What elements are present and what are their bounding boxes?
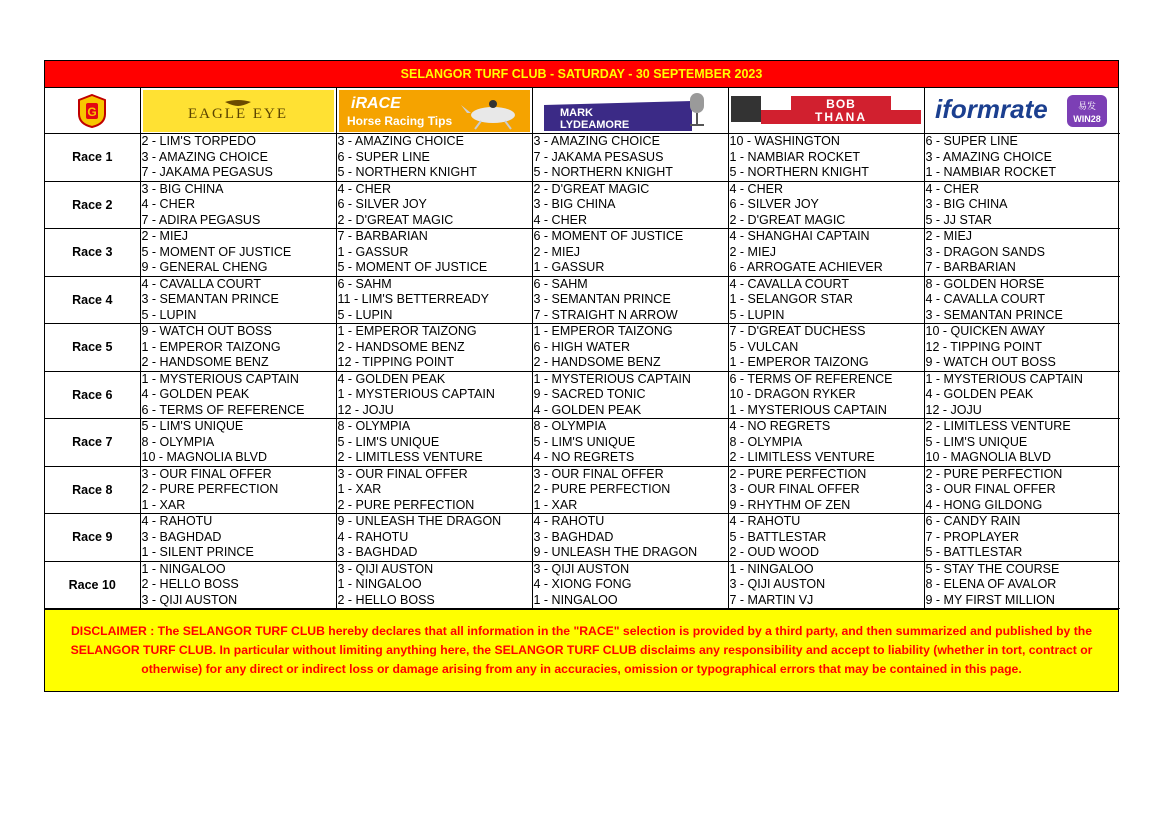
tipster-picks-cell <box>532 419 728 467</box>
tipster-picks-cell <box>140 466 336 514</box>
horse-pick: 3 - BIG CHINA <box>141 181 224 196</box>
horse-pick: 3 - BAGHDAD <box>337 545 418 559</box>
horse-pick: 3 - QIJI AUSTON <box>533 561 630 576</box>
horse-pick: 11 - LIM'S BETTERREADY <box>337 292 489 306</box>
horse-pick: 5 - BATTLESTAR <box>729 529 827 544</box>
horse-pick: 3 - AMAZING CHOICE <box>337 134 464 148</box>
horse-pick: 5 - LIM'S UNIQUE <box>141 419 244 433</box>
horse-pick: 3 - OUR FINAL OFFER <box>729 482 860 496</box>
race-label: Race 2 <box>45 181 140 229</box>
tipster-picks-cell <box>336 561 532 609</box>
horse-pick: 7 - JAKAMA PESASUS <box>533 149 664 164</box>
horse-pick: 1 - NAMBIAR ROCKET <box>729 149 861 164</box>
tipster-picks-cell <box>924 514 1120 562</box>
tips-table <box>45 88 1120 609</box>
race-label: Race 3 <box>45 229 140 277</box>
race-row <box>45 514 1120 562</box>
eagle-eye-wordmark: EAGLE EYE <box>187 105 289 122</box>
horse-pick: 4 - CHER <box>337 181 391 196</box>
microphone-icon <box>690 93 704 125</box>
tipster-picks-cell <box>728 561 924 609</box>
tipster-picks-cell <box>336 229 532 277</box>
horse-pick: 2 - MIEJ <box>729 244 777 259</box>
eagle-eye-logo <box>143 90 334 132</box>
lydeamore-wordmark: LYDEAMORE <box>560 118 630 131</box>
horse-pick: 4 - CHER <box>729 181 783 196</box>
horse-pick: 10 - MAGNOLIA BLVD <box>141 450 268 464</box>
horse-pick: 3 - OUR FINAL OFFER <box>533 466 664 481</box>
horse-pick: 3 - AMAZING CHOICE <box>533 134 660 148</box>
horse-pick: 1 - NINGALOO <box>729 561 814 576</box>
tipster-picks-cell <box>924 371 1120 419</box>
horse-pick: 9 - GENERAL CHENG <box>141 260 268 274</box>
horse-pick: 1 - EMPEROR TAIZONG <box>141 339 281 354</box>
horse-pick: 1 - MYSTERIOUS CAPTAIN <box>337 387 495 401</box>
race-label: Race 1 <box>45 134 140 182</box>
horse-pick: 6 - HIGH WATER <box>533 339 631 354</box>
horse-pick: 3 - QIJI AUSTON <box>729 577 826 591</box>
race-label: Race 9 <box>45 514 140 562</box>
tipster-picks-cell <box>336 134 532 182</box>
horse-pick: 3 - DRAGON SANDS <box>925 244 1045 259</box>
tipster-picks-cell <box>140 134 336 182</box>
horse-pick: 3 - OUR FINAL OFFER <box>337 466 468 481</box>
tipster-picks-cell <box>532 324 728 372</box>
horse-pick: 4 - GOLDEN PEAK <box>337 371 446 386</box>
iformrate-wordmark: iformrate <box>935 93 1048 124</box>
tipster-logo-row <box>45 88 1120 134</box>
race-row <box>45 324 1120 372</box>
horse-pick: 9 - RHYTHM OF ZEN <box>729 497 851 512</box>
tipster-picks-cell <box>728 371 924 419</box>
horse-pick: 4 - NO REGRETS <box>729 419 831 433</box>
horse-pick: 1 - XAR <box>337 482 382 496</box>
horse-pick: 5 - LIM'S UNIQUE <box>925 434 1028 449</box>
tipster-picks-cell <box>532 181 728 229</box>
horse-pick: 5 - LUPIN <box>729 307 785 322</box>
eagle-eye-logo-cell <box>140 88 336 134</box>
tipster-picks-cell <box>532 466 728 514</box>
horse-pick: 8 - OLYMPIA <box>533 419 607 433</box>
horse-pick: 12 - TIPPING POINT <box>925 339 1042 354</box>
horse-pick: 1 - SILENT PRINCE <box>141 545 254 559</box>
horse-pick: 6 - TERMS OF REFERENCE <box>729 371 893 386</box>
horse-pick: 4 - RAHOTU <box>337 529 409 544</box>
horse-pick: 10 - MAGNOLIA BLVD <box>925 450 1052 464</box>
horse-pick: 2 - HANDSOME BENZ <box>141 355 269 369</box>
horse-pick: 9 - WATCH OUT BOSS <box>141 324 272 338</box>
thana-wordmark: THANA <box>815 109 867 124</box>
horse-pick: 5 - LUPIN <box>337 307 393 322</box>
race-label: Race 7 <box>45 419 140 467</box>
horse-pick: 5 - NORTHERN KNIGHT <box>729 165 869 179</box>
horse-pick: 3 - QIJI AUSTON <box>141 592 238 607</box>
selangor-club-logo <box>77 94 107 128</box>
horse-pick: 2 - PURE PERFECTION <box>925 466 1063 481</box>
horse-pick: 8 - OLYMPIA <box>729 434 803 449</box>
horse-pick: 2 - HANDSOME BENZ <box>337 339 465 354</box>
tipster-picks-cell <box>336 181 532 229</box>
horse-pick: 3 - BAGHDAD <box>141 529 222 544</box>
race-label: Race 10 <box>45 561 140 609</box>
horse-pick: 10 - WASHINGTON <box>729 134 840 148</box>
disclaimer-text: DISCLAIMER : The SELANGOR TURF CLUB hereby declares that all information in the "RACE" selection is provided by a third party, and then summarized and published by the SELANGOR TURF CLUB. In particular without limiting anything here, the SELANGOR TURF CLUB disclaims any responsibility and accept to liability (whether in tort, contract or otherwise) for any direct or indirect loss or damage arising from any in accuracies, omission or typographical errors that may be contained in this page. <box>45 609 1118 691</box>
horse-pick: 5 - MOMENT OF JUSTICE <box>337 260 488 274</box>
horse-pick: 7 - BARBARIAN <box>337 229 428 243</box>
bob-thana-logo <box>731 90 922 132</box>
horse-pick: 4 - CHER <box>533 212 587 227</box>
tipster-picks-cell <box>924 561 1120 609</box>
horse-pick: 5 - NORTHERN KNIGHT <box>337 165 477 179</box>
horse-pick: 1 - EMPEROR TAIZONG <box>533 324 673 338</box>
horse-pick: 4 - RAHOTU <box>533 514 605 528</box>
horse-pick: 2 - HELLO BOSS <box>141 577 239 591</box>
horse-pick: 2 - MIEJ <box>925 229 973 243</box>
horse-pick: 6 - CANDY RAIN <box>925 514 1021 528</box>
horse-pick: 10 - DRAGON RYKER <box>729 387 856 401</box>
horse-pick: 3 - SEMANTAN PRINCE <box>533 292 671 306</box>
horse-pick: 2 - D'GREAT MAGIC <box>337 212 454 227</box>
horse-pick: 1 - GASSUR <box>533 260 605 274</box>
tipster-picks-cell <box>336 371 532 419</box>
horse-pick: 10 - QUICKEN AWAY <box>925 324 1046 338</box>
tipster-picks-cell <box>728 324 924 372</box>
horse-pick: 6 - MOMENT OF JUSTICE <box>533 229 684 243</box>
tipster-picks-cell <box>140 276 336 324</box>
race-row <box>45 134 1120 182</box>
horse-pick: 4 - CAVALLA COURT <box>141 276 261 291</box>
horse-pick: 5 - LIM'S UNIQUE <box>533 434 636 449</box>
horse-pick: 4 - SHANGHAI CAPTAIN <box>729 229 870 243</box>
horse-pick: 3 - BIG CHINA <box>533 197 616 211</box>
horse-pick: 4 - NO REGRETS <box>533 450 635 464</box>
horse-pick: 8 - ELENA OF AVALOR <box>925 577 1057 591</box>
tipster-picks-cell <box>728 229 924 277</box>
tipster-picks-cell <box>336 324 532 372</box>
horse-pick: 1 - MYSTERIOUS CAPTAIN <box>925 371 1083 386</box>
horse-pick: 1 - NINGALOO <box>337 577 422 591</box>
tipster-picks-cell <box>532 276 728 324</box>
tipster-picks-cell <box>140 514 336 562</box>
horse-pick: 2 - OUD WOOD <box>729 545 820 559</box>
tipster-picks-cell <box>532 229 728 277</box>
club-logo-letter: G <box>87 104 97 119</box>
tipster-picks-cell <box>924 229 1120 277</box>
horse-pick: 1 - NINGALOO <box>533 592 618 607</box>
iformrate-logo <box>927 90 1119 132</box>
race-label: Race 4 <box>45 276 140 324</box>
horse-pick: 9 - WATCH OUT BOSS <box>925 355 1056 369</box>
horse-pick: 5 - MOMENT OF JUSTICE <box>141 244 292 259</box>
tipster-picks-cell <box>140 324 336 372</box>
tipster-picks-cell <box>728 514 924 562</box>
irace-logo-cell <box>336 88 532 134</box>
horse-pick: 3 - AMAZING CHOICE <box>925 149 1052 164</box>
tipster-picks-cell <box>336 514 532 562</box>
tipster-picks-cell <box>140 181 336 229</box>
horse-pick: 2 - LIMITLESS VENTURE <box>729 450 875 464</box>
tipster-picks-cell <box>728 134 924 182</box>
horse-pick: 3 - SEMANTAN PRINCE <box>141 292 279 306</box>
irace-logo <box>339 90 530 132</box>
sheet-title: SELANGOR TURF CLUB - SATURDAY - 30 SEPTEMBER 2023 <box>45 61 1118 88</box>
horse-pick: 4 - CAVALLA COURT <box>729 276 849 291</box>
race-label: Race 5 <box>45 324 140 372</box>
horse-pick: 5 - LIM'S UNIQUE <box>337 434 440 449</box>
horse-pick: 12 - JOJU <box>337 402 394 417</box>
horse-pick: 4 - XIONG FONG <box>533 577 632 591</box>
horse-pick: 2 - LIMITLESS VENTURE <box>925 419 1071 433</box>
tipster-picks-cell <box>728 276 924 324</box>
race-tips-sheet <box>44 60 1119 692</box>
horse-pick: 12 - JOJU <box>925 402 982 417</box>
horse-pick: 5 - BATTLESTAR <box>925 545 1023 559</box>
tipster-picks-cell <box>336 276 532 324</box>
horse-pick: 6 - SAHM <box>337 276 392 291</box>
horse-pick: 1 - EMPEROR TAIZONG <box>729 355 869 369</box>
horse-pick: 12 - TIPPING POINT <box>337 355 454 369</box>
race-row <box>45 371 1120 419</box>
horse-pick: 1 - NINGALOO <box>141 561 226 576</box>
horse-pick: 4 - CAVALLA COURT <box>925 292 1045 306</box>
horse-pick: 1 - XAR <box>141 497 186 512</box>
horse-pick: 2 - PURE PERFECTION <box>141 482 279 496</box>
horse-pick: 7 - JAKAMA PEGASUS <box>141 165 273 179</box>
horse-pick: 3 - QIJI AUSTON <box>337 561 434 576</box>
horse-pick: 3 - OUR FINAL OFFER <box>141 466 272 481</box>
tipster-picks-cell <box>140 229 336 277</box>
horse-pick: 5 - JJ STAR <box>925 212 992 227</box>
horse-pick: 1 - MYSTERIOUS CAPTAIN <box>533 371 691 386</box>
tipster-picks-cell <box>336 466 532 514</box>
tipster-picks-cell <box>140 561 336 609</box>
win28-label: WIN28 <box>1073 113 1102 124</box>
win28-chinese-label: 易发 <box>1078 101 1097 112</box>
irace-tagline: Horse Racing Tips <box>347 113 453 128</box>
horse-pick: 7 - ADIRA PEGASUS <box>141 212 261 227</box>
horse-pick: 5 - NORTHERN KNIGHT <box>533 165 673 179</box>
tipster-picks-cell <box>728 419 924 467</box>
horse-pick: 7 - STRAIGHT N ARROW <box>533 307 678 322</box>
horse-pick: 2 - MIEJ <box>533 244 581 259</box>
horse-pick: 7 - BARBARIAN <box>925 260 1016 274</box>
horse-pick: 2 - PURE PERFECTION <box>533 482 671 496</box>
tipster-picks-cell <box>924 276 1120 324</box>
horse-pick: 4 - RAHOTU <box>141 514 213 528</box>
horse-pick: 3 - OUR FINAL OFFER <box>925 482 1056 496</box>
bob-wordmark: BOB <box>826 96 856 111</box>
horse-pick: 1 - XAR <box>533 497 578 512</box>
horse-pick: 7 - MARTIN VJ <box>729 592 814 607</box>
horse-pick: 1 - MYSTERIOUS CAPTAIN <box>729 402 887 417</box>
club-logo-cell <box>45 88 140 134</box>
horse-pick: 9 - SACRED TONIC <box>533 387 646 401</box>
horse-pick: 4 - GOLDEN PEAK <box>925 387 1034 401</box>
horse-pick: 4 - CHER <box>141 197 195 211</box>
horse-pick: 4 - GOLDEN PEAK <box>533 402 642 417</box>
tipster-picks-cell <box>532 514 728 562</box>
horse-pick: 1 - MYSTERIOUS CAPTAIN <box>141 371 299 386</box>
horse-pick: 4 - RAHOTU <box>729 514 801 528</box>
horse-pick: 2 - PURE PERFECTION <box>729 466 867 481</box>
horse-pick: 6 - ARROGATE ACHIEVER <box>729 260 883 274</box>
race-row <box>45 419 1120 467</box>
horse-pick: 6 - TERMS OF REFERENCE <box>141 402 305 417</box>
race-row <box>45 466 1120 514</box>
horse-pick: 8 - OLYMPIA <box>141 434 215 449</box>
horse-pick: 2 - HELLO BOSS <box>337 592 435 607</box>
horse-pick: 6 - SUPER LINE <box>925 134 1018 148</box>
horse-pick: 3 - SEMANTAN PRINCE <box>925 307 1063 322</box>
horse-pick: 2 - D'GREAT MAGIC <box>533 181 650 196</box>
bob-thana-logo-cell <box>728 88 924 134</box>
horse-pick: 4 - HONG GILDONG <box>925 497 1043 512</box>
tipster-picks-cell <box>532 561 728 609</box>
horse-pick: 1 - GASSUR <box>337 244 409 259</box>
tipster-picks-cell <box>924 324 1120 372</box>
horse-pick: 2 - LIM'S TORPEDO <box>141 134 256 148</box>
mark-wordmark: MARK <box>560 106 593 119</box>
tipster-picks-cell <box>924 419 1120 467</box>
horse-pick: 5 - LUPIN <box>141 307 197 322</box>
tipster-picks-cell <box>532 371 728 419</box>
horse-pick: 8 - GOLDEN HORSE <box>925 276 1045 291</box>
horse-pick: 4 - GOLDEN PEAK <box>141 387 250 401</box>
horse-pick: 5 - STAY THE COURSE <box>925 561 1060 576</box>
horse-pick: 3 - BIG CHINA <box>925 197 1008 211</box>
horse-pick: 1 - EMPEROR TAIZONG <box>337 324 477 338</box>
tipster-picks-cell <box>924 466 1120 514</box>
horse-pick: 3 - BAGHDAD <box>533 529 614 544</box>
horse-pick: 7 - PROPLAYER <box>925 529 1020 544</box>
tipster-picks-cell <box>728 181 924 229</box>
horse-pick: 1 - SELANGOR STAR <box>729 292 853 306</box>
mark-lydeamore-logo-cell <box>532 88 728 134</box>
horse-pick: 2 - PURE PERFECTION <box>337 497 475 512</box>
horse-pick: 4 - CHER <box>925 181 979 196</box>
mark-lydeamore-logo <box>535 90 726 132</box>
tipster-picks-cell <box>924 134 1120 182</box>
race-label: Race 6 <box>45 371 140 419</box>
tipster-picks-cell <box>532 134 728 182</box>
iformrate-logo-cell <box>924 88 1120 134</box>
horse-pick: 6 - SILVER JOY <box>729 197 819 211</box>
horse-pick: 2 - HANDSOME BENZ <box>533 355 661 369</box>
race-row <box>45 181 1120 229</box>
tipster-picks-cell <box>924 181 1120 229</box>
horse-pick: 2 - MIEJ <box>141 229 189 243</box>
irace-wordmark: iRACE <box>351 94 401 112</box>
horse-pick: 9 - MY FIRST MILLION <box>925 592 1055 607</box>
jockey-horse-icon <box>461 100 515 129</box>
race-row <box>45 276 1120 324</box>
horse-pick: 6 - SUPER LINE <box>337 149 430 164</box>
tipster-picks-cell <box>728 466 924 514</box>
horse-pick: 3 - AMAZING CHOICE <box>141 149 268 164</box>
race-label: Race 8 <box>45 466 140 514</box>
horse-pick: 8 - OLYMPIA <box>337 419 411 433</box>
race-row <box>45 229 1120 277</box>
horse-pick: 2 - D'GREAT MAGIC <box>729 212 846 227</box>
horse-pick: 1 - NAMBIAR ROCKET <box>925 165 1057 179</box>
horse-pick: 9 - UNLEASH THE DRAGON <box>337 514 502 528</box>
horse-pick: 7 - D'GREAT DUCHESS <box>729 324 866 338</box>
horse-pick: 6 - SILVER JOY <box>337 197 427 211</box>
horse-pick: 5 - VULCAN <box>729 339 799 354</box>
horse-pick: 9 - UNLEASH THE DRAGON <box>533 545 698 559</box>
horse-pick: 2 - LIMITLESS VENTURE <box>337 450 483 464</box>
tipster-picks-cell <box>140 371 336 419</box>
tipster-picks-cell <box>336 419 532 467</box>
horse-pick: 6 - SAHM <box>533 276 588 291</box>
tipster-picks-cell <box>140 419 336 467</box>
race-row <box>45 561 1120 609</box>
